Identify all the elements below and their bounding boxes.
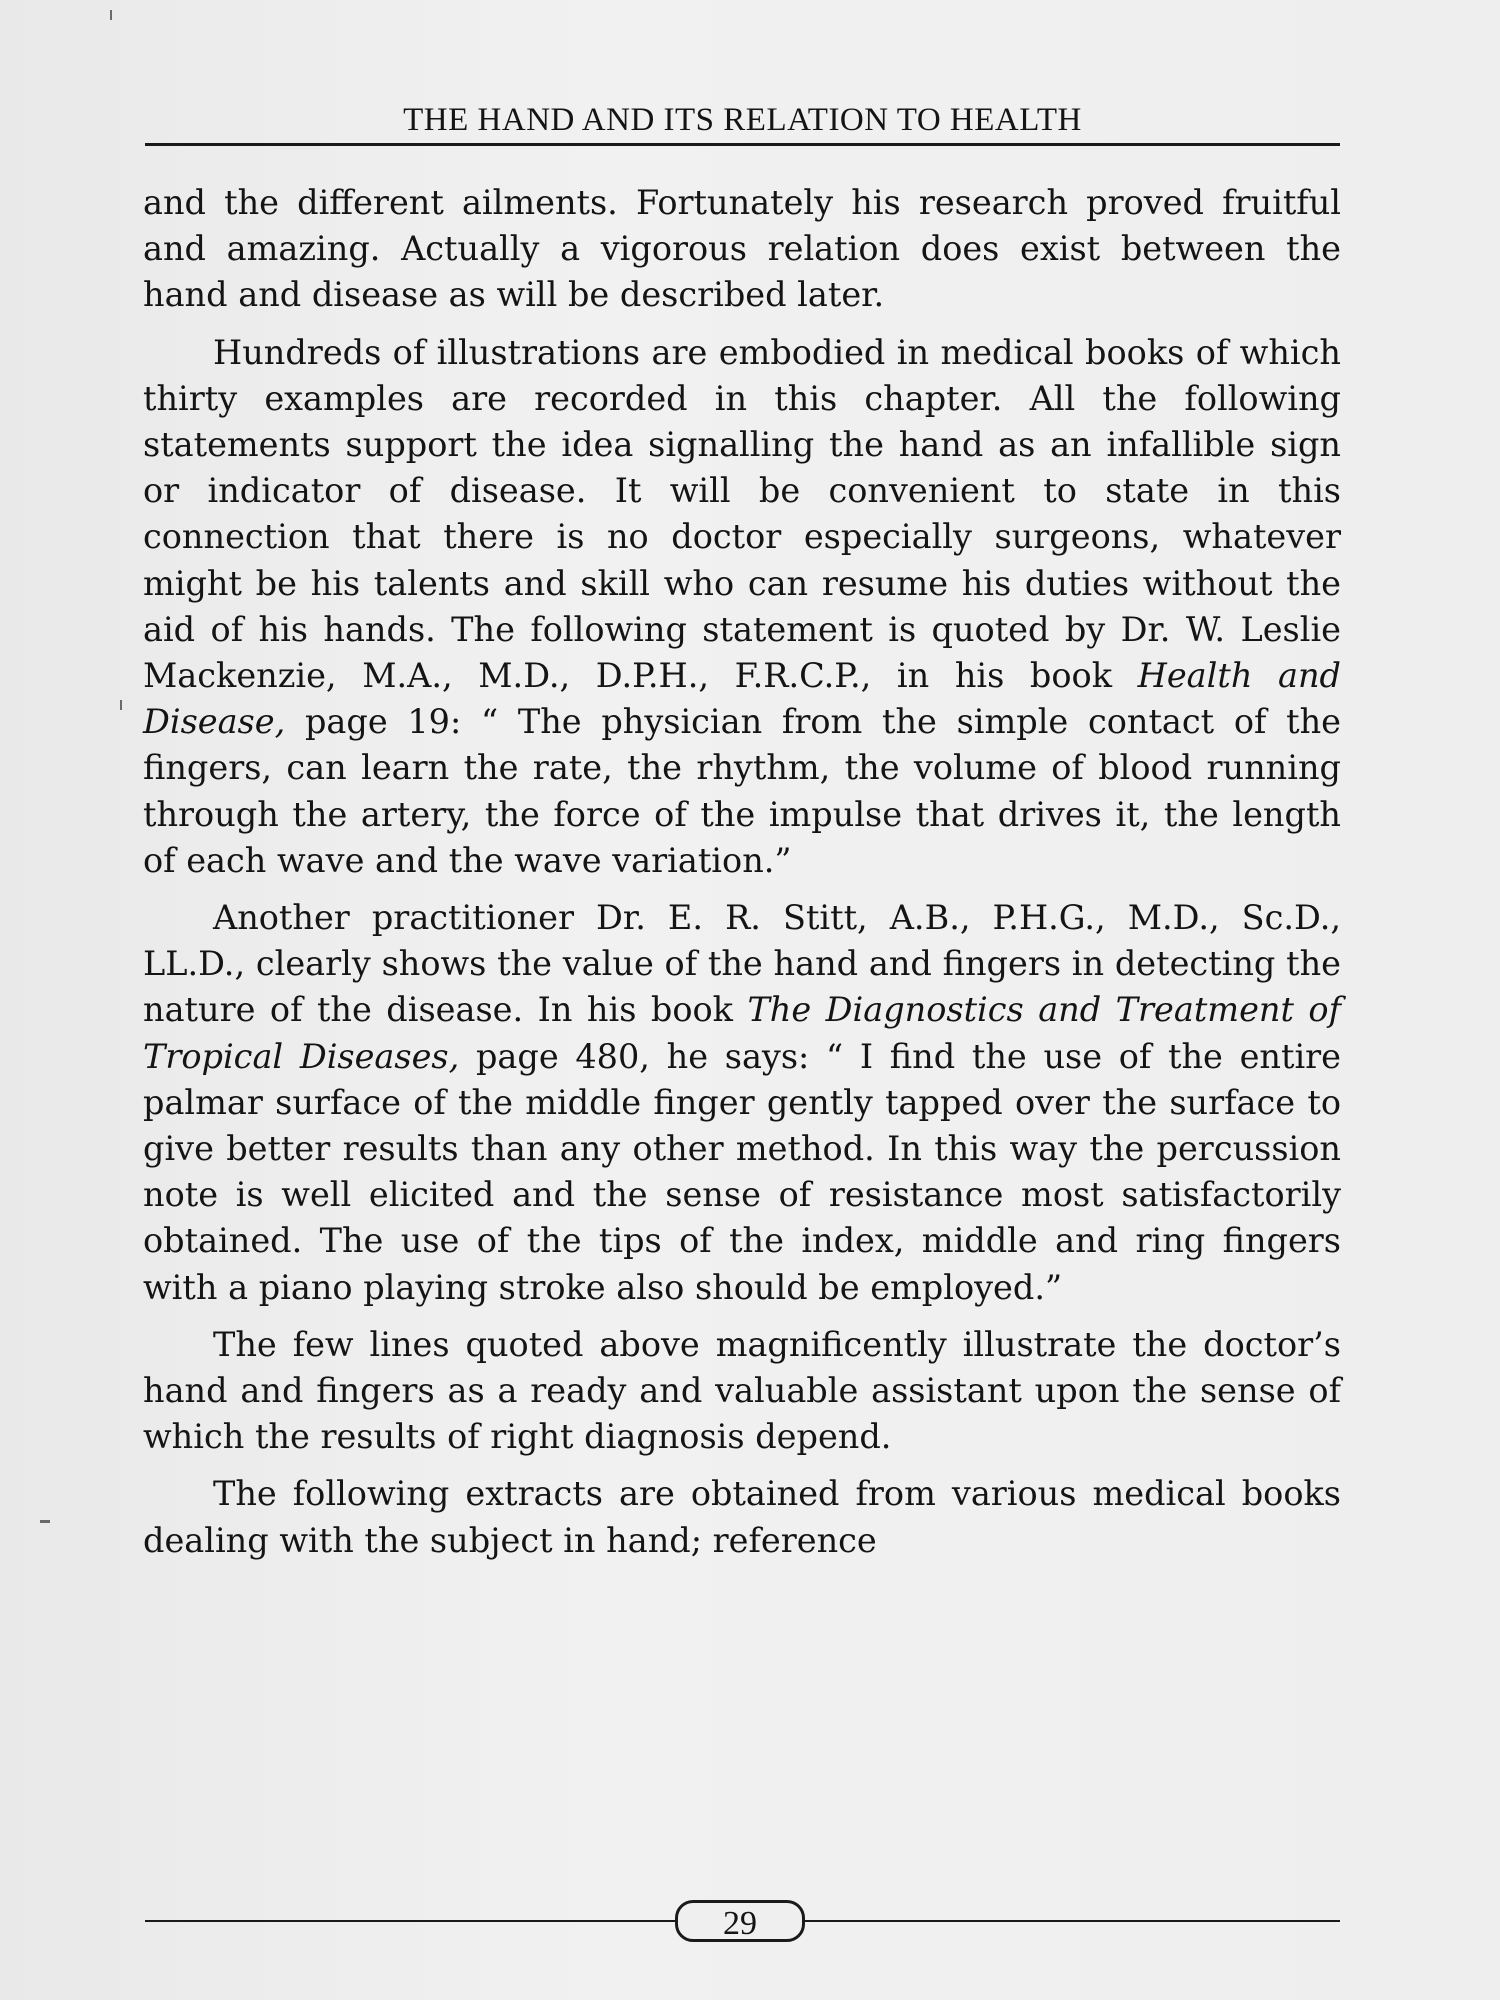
scan-speck bbox=[40, 1520, 50, 1523]
running-header-title: THE HAND AND ITS RELATION TO HEALTH bbox=[403, 102, 1082, 138]
paragraph-2-text: Hundreds of illustrations are embodied in medical books of which thirty examples are recorded in this chapter. All the following statements support the idea signalling the hand as an infallible sign or indicator of disease. It will be convenient to state in this connection that there is no doctor especially surgeons, whatever might be his talents and skill who can resume his duties without the aid of his hands. The following statement is quoted by Dr. W. Leslie Mackenzie, M.A., M.D., D.P.H., F.R.C.P., in his book bbox=[143, 332, 1341, 696]
paragraph-4 bbox=[143, 1322, 1341, 1461]
page-body bbox=[143, 180, 1341, 1575]
paragraph-5 bbox=[143, 1471, 1341, 1563]
paragraph-2 bbox=[143, 330, 1341, 884]
paragraph-5-text: The following extracts are obtained from various medical books dealing with the subject in hand; reference bbox=[143, 1474, 1341, 1560]
paragraph-3-quote: page 480, he says: “ I find the use of the entire palmar surface of the middle finger gently tapped over the surface to give better results than any other method. In this way the percussion note is well elicited and the sense of resistance most satisfactorily obtained. The use of the tips of the index, middle and ring fingers with a piano playing stroke also should be employed.” bbox=[143, 1036, 1341, 1307]
paragraph-1 bbox=[143, 180, 1341, 319]
paragraph-3-text: Another practitioner Dr. E. R. Stitt, A.B., P.H.G., M.D., Sc.D., LL.D., clearly shows the value of the hand and fingers in detecting the nature of the disease. In his book bbox=[143, 898, 1341, 1030]
book-title-health-and-disease: Health and Disease, bbox=[143, 656, 1341, 742]
paragraph-4-text: The few lines quoted above magnificently illustrate the doctor’s hand and fingers as a ready and valuable assistant upon the sense of which the results of right diagnosis depend. bbox=[143, 1324, 1341, 1457]
book-title-tropical-diseases: The Diagnostics and Treatment of Tropical Diseases, bbox=[143, 990, 1341, 1076]
footer-rule-left bbox=[145, 1920, 675, 1922]
paragraph-3 bbox=[143, 895, 1341, 1311]
scan-speck bbox=[120, 700, 122, 710]
header-rule bbox=[145, 143, 1340, 146]
paragraph-2-quote: page 19: “ The physician from the simple contact of the fingers, can learn the rate, the rhythm, the volume of blood running through the artery, the force of the impulse that drives it, the length of each wave and the wave variation.” bbox=[143, 702, 1341, 880]
page-number: 29 bbox=[675, 1900, 805, 1942]
footer-rule-right bbox=[805, 1920, 1340, 1922]
scan-speck bbox=[110, 10, 112, 20]
paragraph-1-text: and the different ailments. Fortunately his research proved fruitful and amazing. Actually a vigorous relation does exist between the hand and disease as will be described later. bbox=[143, 183, 1341, 315]
